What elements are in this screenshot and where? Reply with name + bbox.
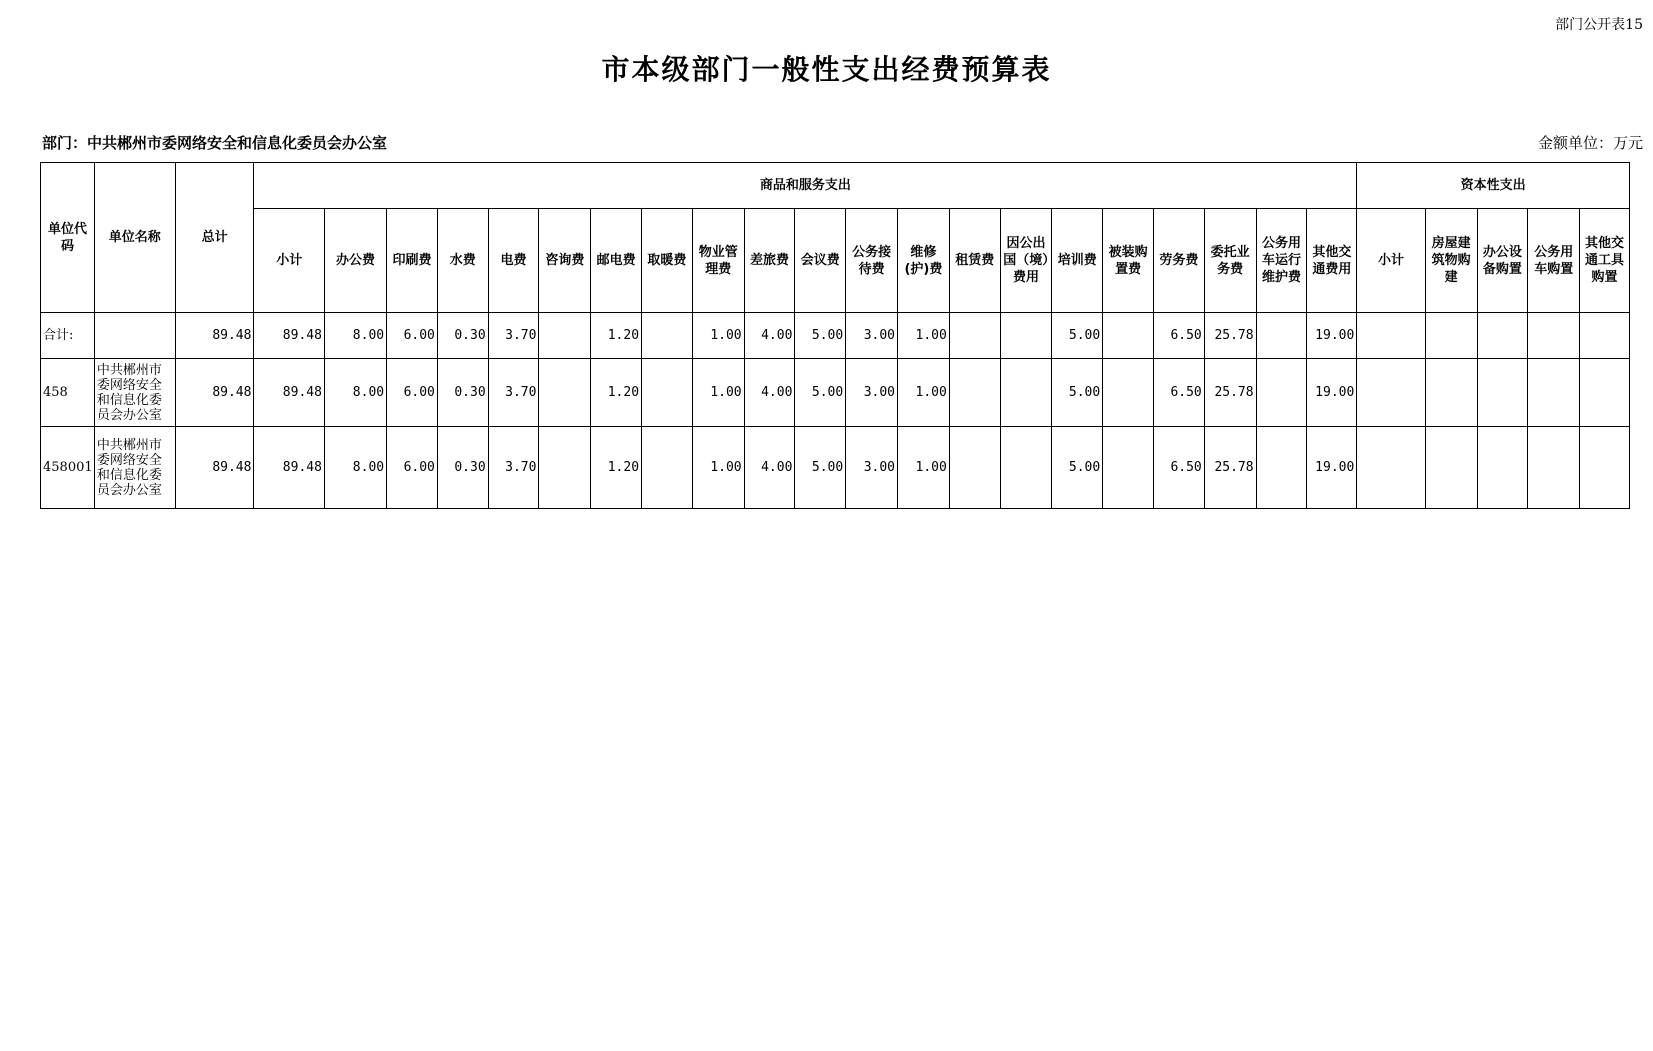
header-gs-col: 取暖费 xyxy=(642,209,693,313)
cell-goods-services: 8.00 xyxy=(324,427,386,509)
cell-capital xyxy=(1425,313,1477,359)
cell-goods-services: 25.78 xyxy=(1204,359,1256,427)
cell-goods-services xyxy=(539,359,591,427)
cell-goods-services: 0.30 xyxy=(437,427,488,509)
cell-goods-services: 4.00 xyxy=(744,427,795,509)
cell-goods-services xyxy=(1000,313,1052,359)
cell-total: 89.48 xyxy=(175,359,254,427)
cell-goods-services xyxy=(949,313,1000,359)
cell-goods-services xyxy=(949,359,1000,427)
cell-unit-name xyxy=(94,313,175,359)
cell-goods-services: 25.78 xyxy=(1204,313,1256,359)
cell-goods-services xyxy=(642,427,693,509)
amount-unit-label: 金额单位：万元 xyxy=(1537,134,1643,152)
header-gs-col: 被装购置费 xyxy=(1103,209,1154,313)
cell-goods-services: 1.00 xyxy=(692,313,744,359)
cell-goods-services: 4.00 xyxy=(744,313,795,359)
cell-capital xyxy=(1477,313,1528,359)
header-goods-services: 商品和服务支出 xyxy=(254,163,1357,209)
header-gs-col: 小计 xyxy=(254,209,324,313)
cell-goods-services: 0.30 xyxy=(437,359,488,427)
cell-goods-services: 1.20 xyxy=(591,313,642,359)
header-gs-col: 电费 xyxy=(488,209,539,313)
cell-goods-services: 19.00 xyxy=(1307,359,1357,427)
header-gs-col: 会议费 xyxy=(795,209,846,313)
department-label: 部门：中共郴州市委网络安全和信息化委员会办公室 xyxy=(42,134,388,152)
header-gs-col: 水费 xyxy=(437,209,488,313)
cell-capital xyxy=(1580,427,1630,509)
cell-unit-name-text: 中共郴州市委网络安全和信息化委员会办公室 xyxy=(96,362,162,423)
cell-goods-services xyxy=(1103,427,1154,509)
cell-goods-services xyxy=(539,313,591,359)
cell-goods-services: 6.50 xyxy=(1153,427,1204,509)
header-unit-name: 单位名称 xyxy=(94,163,175,313)
cell-goods-services: 89.48 xyxy=(254,313,324,359)
cell-goods-services: 1.00 xyxy=(692,359,744,427)
table-row xyxy=(41,313,1630,359)
header-gs-col: 租赁费 xyxy=(949,209,1000,313)
cell-unit-code: 458001 xyxy=(41,427,95,509)
cell-capital xyxy=(1477,359,1528,427)
cell-goods-services xyxy=(539,427,591,509)
header-unit-code: 单位代码 xyxy=(41,163,95,313)
cell-unit-name-text: 中共郴州市委网络安全和信息化委员会办公室 xyxy=(96,437,162,498)
header-cap-col: 其他交通工具购置 xyxy=(1580,209,1630,313)
cell-capital xyxy=(1528,359,1580,427)
header-total: 总计 xyxy=(175,163,254,313)
cell-goods-services: 1.20 xyxy=(591,427,642,509)
cell-goods-services xyxy=(1256,359,1307,427)
cell-goods-services: 1.00 xyxy=(898,427,950,509)
cell-goods-services: 3.70 xyxy=(488,359,539,427)
cell-goods-services xyxy=(1256,313,1307,359)
table-row xyxy=(41,427,1630,509)
cell-capital xyxy=(1357,313,1425,359)
cell-goods-services xyxy=(642,313,693,359)
cell-capital xyxy=(1357,359,1425,427)
cell-goods-services: 3.70 xyxy=(488,427,539,509)
header-gs-col: 其他交通费用 xyxy=(1307,209,1357,313)
cell-unit-name xyxy=(94,427,175,509)
cell-capital xyxy=(1477,427,1528,509)
cell-goods-services: 25.78 xyxy=(1204,427,1256,509)
cell-goods-services: 1.00 xyxy=(898,313,950,359)
cell-goods-services: 19.00 xyxy=(1307,427,1357,509)
header-gs-col: 差旅费 xyxy=(744,209,795,313)
header-gs-col: 委托业务费 xyxy=(1204,209,1256,313)
header-gs-col: 因公出国（境）费用 xyxy=(1000,209,1052,313)
cell-goods-services: 6.50 xyxy=(1153,359,1204,427)
header-gs-col: 维修(护)费 xyxy=(898,209,950,313)
header-gs-col: 公务用车运行维护费 xyxy=(1256,209,1307,313)
header-gs-col: 劳务费 xyxy=(1153,209,1204,313)
cell-goods-services: 89.48 xyxy=(254,427,324,509)
cell-capital xyxy=(1528,313,1580,359)
cell-goods-services: 0.30 xyxy=(437,313,488,359)
cell-goods-services xyxy=(642,359,693,427)
cell-capital xyxy=(1580,359,1630,427)
cell-goods-services: 5.00 xyxy=(1052,313,1103,359)
cell-total: 89.48 xyxy=(175,427,254,509)
header-gs-col: 咨询费 xyxy=(539,209,591,313)
cell-goods-services: 5.00 xyxy=(795,313,846,359)
cell-goods-services: 8.00 xyxy=(324,359,386,427)
cell-goods-services: 1.00 xyxy=(898,359,950,427)
cell-goods-services: 5.00 xyxy=(795,359,846,427)
cell-goods-services xyxy=(949,427,1000,509)
budget-rows xyxy=(41,313,1630,509)
cell-capital xyxy=(1580,313,1630,359)
cell-capital xyxy=(1425,359,1477,427)
header-gs-col: 培训费 xyxy=(1052,209,1103,313)
cell-goods-services: 1.00 xyxy=(692,427,744,509)
cell-goods-services: 89.48 xyxy=(254,359,324,427)
header-cap-col: 公务用车购置 xyxy=(1528,209,1580,313)
cell-goods-services: 8.00 xyxy=(324,313,386,359)
cell-capital xyxy=(1425,427,1477,509)
cell-goods-services: 3.70 xyxy=(488,313,539,359)
cell-goods-services xyxy=(1256,427,1307,509)
cell-unit-name xyxy=(94,359,175,427)
cell-capital xyxy=(1528,427,1580,509)
cell-goods-services xyxy=(1103,313,1154,359)
header-capital: 资本性支出 xyxy=(1357,163,1630,209)
cell-goods-services xyxy=(1000,427,1052,509)
header-cap-col: 小计 xyxy=(1357,209,1425,313)
cell-goods-services: 3.00 xyxy=(846,427,898,509)
header-gs-col: 办公费 xyxy=(324,209,386,313)
page-title: 市本级部门一般性支出经费预算表 xyxy=(601,53,1052,86)
cell-goods-services xyxy=(1000,359,1052,427)
cell-goods-services: 6.00 xyxy=(387,359,438,427)
header-cap-col: 办公设备购置 xyxy=(1477,209,1528,313)
cell-goods-services: 5.00 xyxy=(1052,427,1103,509)
header-cap-col: 房屋建筑物购建 xyxy=(1425,209,1477,313)
cell-goods-services: 5.00 xyxy=(795,427,846,509)
cell-goods-services: 19.00 xyxy=(1307,313,1357,359)
cell-goods-services: 1.20 xyxy=(591,359,642,427)
header-gs-col: 印刷费 xyxy=(387,209,438,313)
header-row-items xyxy=(41,209,1630,313)
cell-unit-code: 合计: xyxy=(41,313,95,359)
budget-table xyxy=(40,162,1630,509)
header-row-groups xyxy=(41,163,1630,209)
cell-unit-code: 458 xyxy=(41,359,95,427)
form-number: 部门公开表15 xyxy=(1555,17,1643,33)
cell-goods-services: 6.00 xyxy=(387,427,438,509)
cell-goods-services: 4.00 xyxy=(744,359,795,427)
header-gs-col: 公务接待费 xyxy=(846,209,898,313)
cell-goods-services: 3.00 xyxy=(846,313,898,359)
cell-goods-services: 3.00 xyxy=(846,359,898,427)
cell-goods-services: 6.00 xyxy=(387,313,438,359)
cell-goods-services xyxy=(1103,359,1154,427)
header-gs-col: 邮电费 xyxy=(591,209,642,313)
table-row xyxy=(41,359,1630,427)
cell-capital xyxy=(1357,427,1425,509)
cell-goods-services: 6.50 xyxy=(1153,313,1204,359)
cell-total: 89.48 xyxy=(175,313,254,359)
cell-goods-services: 5.00 xyxy=(1052,359,1103,427)
header-gs-col: 物业管理费 xyxy=(692,209,744,313)
